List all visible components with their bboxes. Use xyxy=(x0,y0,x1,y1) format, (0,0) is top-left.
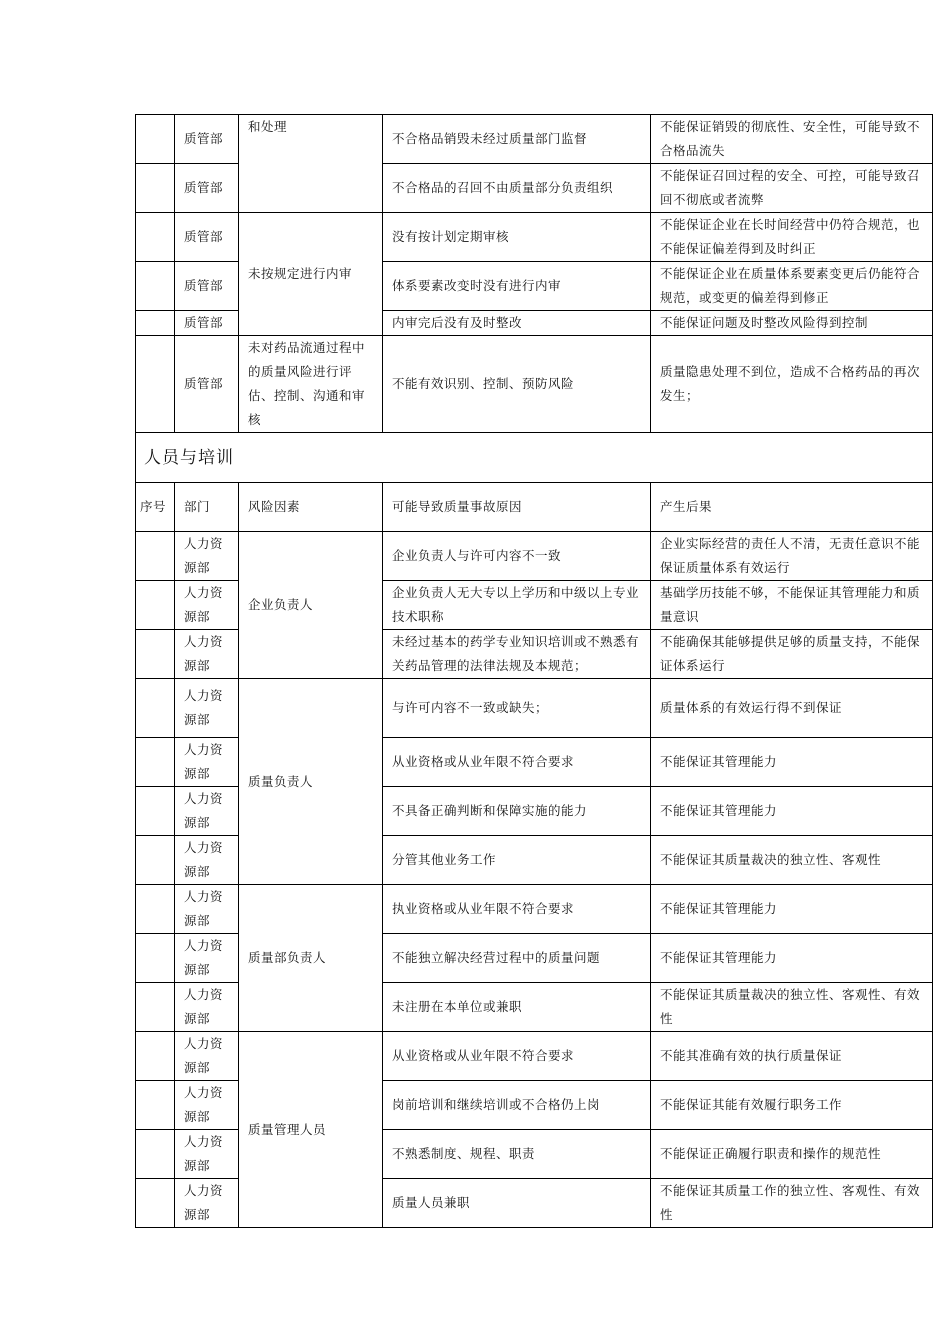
result-cell: 不能其准确有效的执行质量保证 xyxy=(651,1032,933,1081)
dept-cell: 人力资源部 xyxy=(175,1081,239,1130)
dept-cell: 人力资源部 xyxy=(175,738,239,787)
dept-cell: 质管部 xyxy=(175,336,239,433)
risk-factor-cell: 质量管理人员 xyxy=(239,1032,383,1228)
header-index: 序号 xyxy=(136,483,175,532)
cause-cell: 岗前培训和继续培训或不合格仍上岗 xyxy=(383,1081,651,1130)
result-cell: 不能保证其质量工作的独立性、客观性、有效性 xyxy=(651,1179,933,1228)
cause-cell: 质量人员兼职 xyxy=(383,1179,651,1228)
cause-cell: 没有按计划定期审核 xyxy=(383,213,651,262)
index-cell xyxy=(136,532,175,581)
index-cell xyxy=(136,311,175,336)
table-row xyxy=(136,115,933,164)
index-cell xyxy=(136,787,175,836)
dept-cell: 人力资源部 xyxy=(175,787,239,836)
header-row xyxy=(136,483,933,532)
result-cell: 不能保证召回过程的安全、可控，可能导致召回不彻底或者流弊 xyxy=(651,164,933,213)
cause-cell: 执业资格或从业年限不符合要求 xyxy=(383,885,651,934)
index-cell xyxy=(136,738,175,787)
cause-cell: 分管其他业务工作 xyxy=(383,836,651,885)
index-cell xyxy=(136,934,175,983)
result-cell: 不能保证其管理能力 xyxy=(651,934,933,983)
cause-cell: 不熟悉制度、规程、职责 xyxy=(383,1130,651,1179)
dept-cell: 质管部 xyxy=(175,164,239,213)
table-row xyxy=(136,532,933,581)
dept-cell: 质管部 xyxy=(175,213,239,262)
cause-cell: 不合格品销毁未经过质量部门监督 xyxy=(383,115,651,164)
cause-cell: 不能独立解决经营过程中的质量问题 xyxy=(383,934,651,983)
header-cause: 可能导致质量事故原因 xyxy=(383,483,651,532)
result-cell: 不能保证其管理能力 xyxy=(651,787,933,836)
dept-cell: 人力资源部 xyxy=(175,532,239,581)
risk-factor-cell: 未对药品流通过程中的质量风险进行评估、控制、沟通和审核 xyxy=(239,336,383,433)
index-cell xyxy=(136,1081,175,1130)
index-cell xyxy=(136,262,175,311)
dept-cell: 人力资源部 xyxy=(175,581,239,630)
result-cell: 不能保证问题及时整改风险得到控制 xyxy=(651,311,933,336)
index-cell xyxy=(136,1032,175,1081)
risk-factor-cell: 和处理 xyxy=(239,115,383,213)
table-row xyxy=(136,213,933,262)
result-cell: 不能保证企业在质量体系要素变更后仍能符合规范，或变更的偏差得到修正 xyxy=(651,262,933,311)
dept-cell: 人力资源部 xyxy=(175,1130,239,1179)
index-cell xyxy=(136,164,175,213)
dept-cell: 质管部 xyxy=(175,115,239,164)
index-cell xyxy=(136,1179,175,1228)
dept-cell: 人力资源部 xyxy=(175,679,239,738)
index-cell xyxy=(136,679,175,738)
result-cell: 不能保证其管理能力 xyxy=(651,885,933,934)
cause-cell: 从业资格或从业年限不符合要求 xyxy=(383,738,651,787)
index-cell xyxy=(136,1130,175,1179)
risk-factor-cell: 企业负责人 xyxy=(239,532,383,679)
cause-cell: 体系要素改变时没有进行内审 xyxy=(383,262,651,311)
result-cell: 不能确保其能够提供足够的质量支持，不能保证体系运行 xyxy=(651,630,933,679)
table-row xyxy=(136,679,933,738)
index-cell xyxy=(136,630,175,679)
cause-cell: 未经过基本的药学专业知识培训或不熟悉有关药品管理的法律法规及本规范； xyxy=(383,630,651,679)
result-cell: 基础学历技能不够，不能保证其管理能力和质量意识 xyxy=(651,581,933,630)
section-title: 人员与培训 xyxy=(136,433,933,483)
dept-cell: 质管部 xyxy=(175,262,239,311)
cause-cell: 不合格品的召回不由质量部分负责组织 xyxy=(383,164,651,213)
result-cell: 不能保证其质量裁决的独立性、客观性、有效性 xyxy=(651,983,933,1032)
cause-cell: 从业资格或从业年限不符合要求 xyxy=(383,1032,651,1081)
index-cell xyxy=(136,983,175,1032)
cause-cell: 不能有效识别、控制、预防风险 xyxy=(383,336,651,433)
index-cell xyxy=(136,836,175,885)
risk-factor-cell: 未按规定进行内审 xyxy=(239,213,383,336)
dept-cell: 人力资源部 xyxy=(175,1032,239,1081)
dept-cell: 质管部 xyxy=(175,311,239,336)
cause-cell: 不具备正确判断和保障实施的能力 xyxy=(383,787,651,836)
risk-table xyxy=(135,114,933,1228)
result-cell: 不能保证其能有效履行职务工作 xyxy=(651,1081,933,1130)
dept-cell: 人力资源部 xyxy=(175,983,239,1032)
header-dept: 部门 xyxy=(175,483,239,532)
section-row xyxy=(136,433,933,483)
result-cell: 质量隐患处理不到位，造成不合格药品的再次发生； xyxy=(651,336,933,433)
index-cell xyxy=(136,213,175,262)
table-row xyxy=(136,885,933,934)
index-cell xyxy=(136,115,175,164)
result-cell: 质量体系的有效运行得不到保证 xyxy=(651,679,933,738)
table-row xyxy=(136,1032,933,1081)
result-cell: 不能保证企业在长时间经营中仍符合规范，也不能保证偏差得到及时纠正 xyxy=(651,213,933,262)
risk-factor-cell: 质量部负责人 xyxy=(239,885,383,1032)
index-cell xyxy=(136,336,175,433)
risk-factor-cell: 质量负责人 xyxy=(239,679,383,885)
result-cell: 不能保证销毁的彻底性、安全性，可能导致不合格品流失 xyxy=(651,115,933,164)
cause-cell: 企业负责人与许可内容不一致 xyxy=(383,532,651,581)
index-cell xyxy=(136,885,175,934)
dept-cell: 人力资源部 xyxy=(175,934,239,983)
dept-cell: 人力资源部 xyxy=(175,1179,239,1228)
index-cell xyxy=(136,581,175,630)
cause-cell: 内审完后没有及时整改 xyxy=(383,311,651,336)
header-result: 产生后果 xyxy=(651,483,933,532)
result-cell: 企业实际经营的责任人不清，无责任意识不能保证质量体系有效运行 xyxy=(651,532,933,581)
cause-cell: 未注册在本单位或兼职 xyxy=(383,983,651,1032)
dept-cell: 人力资源部 xyxy=(175,630,239,679)
header-factor: 风险因素 xyxy=(239,483,383,532)
cause-cell: 与许可内容不一致或缺失； xyxy=(383,679,651,738)
dept-cell: 人力资源部 xyxy=(175,836,239,885)
dept-cell: 人力资源部 xyxy=(175,885,239,934)
result-cell: 不能保证其质量裁决的独立性、客观性 xyxy=(651,836,933,885)
table-row xyxy=(136,336,933,433)
result-cell: 不能保证其管理能力 xyxy=(651,738,933,787)
cause-cell: 企业负责人无大专以上学历和中级以上专业技术职称 xyxy=(383,581,651,630)
result-cell: 不能保证正确履行职责和操作的规范性 xyxy=(651,1130,933,1179)
